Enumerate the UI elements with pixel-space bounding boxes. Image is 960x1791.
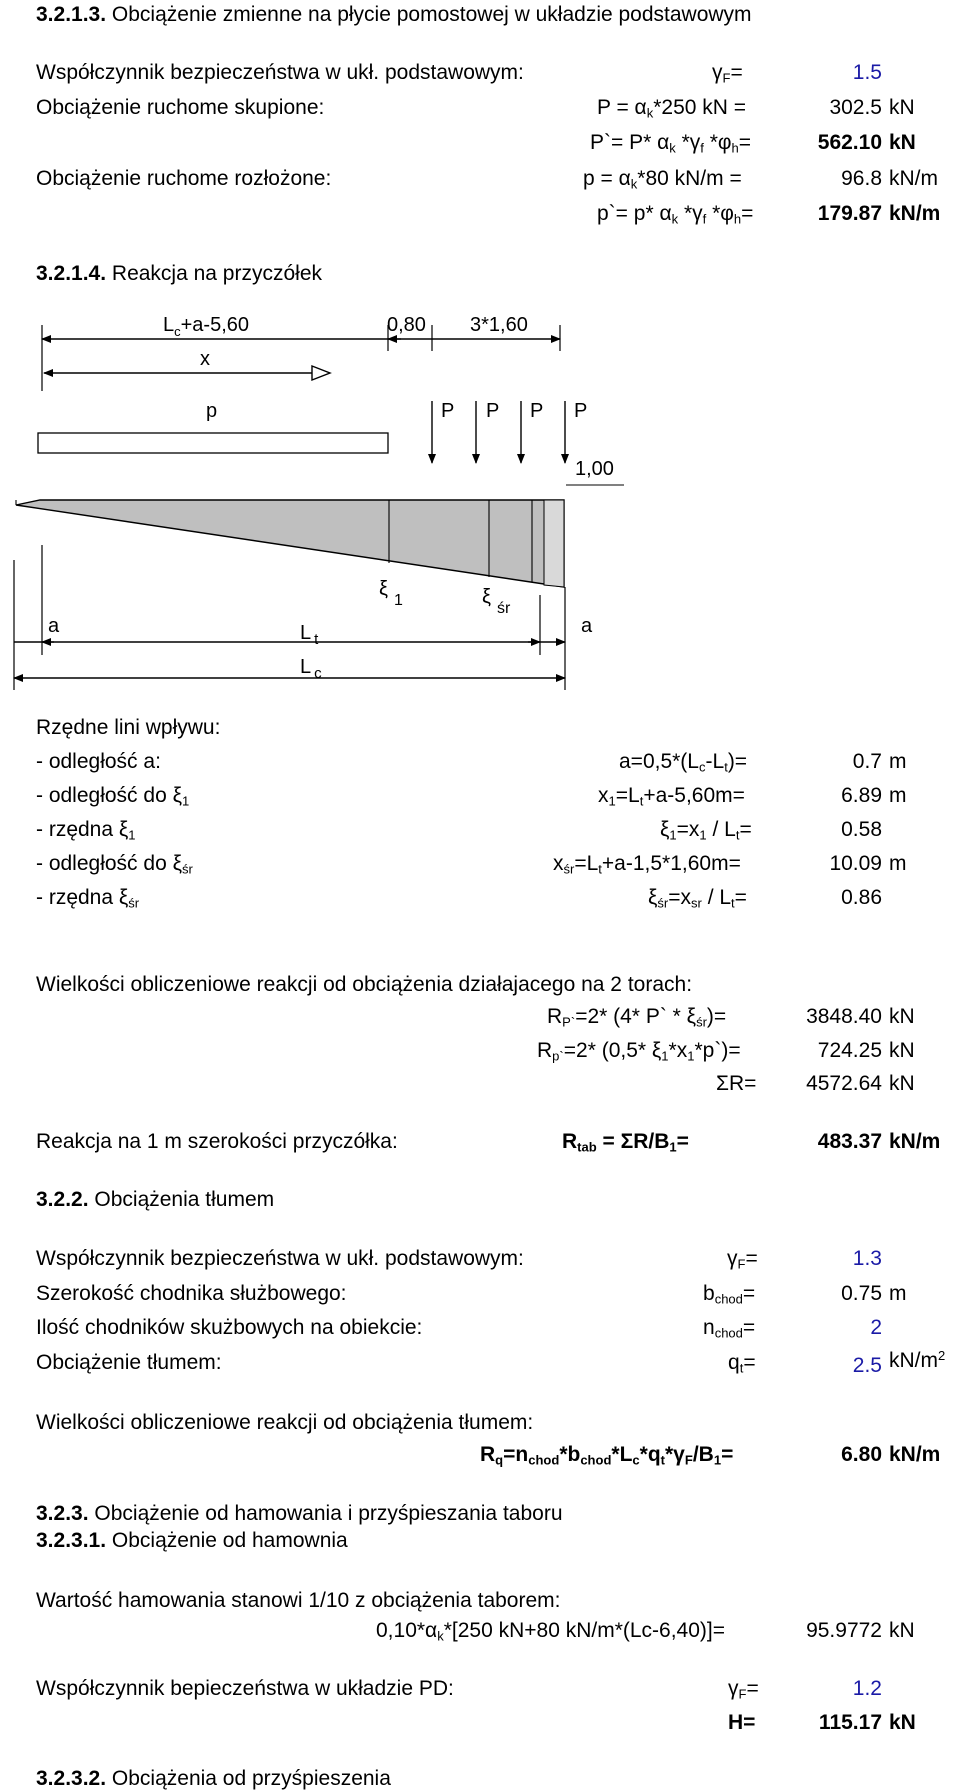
label-P-2: P bbox=[486, 400, 500, 422]
crowd-load-label: Obciążenie tłumem: bbox=[36, 1351, 222, 1374]
ordinate-row-5-value: 0.86 bbox=[841, 886, 882, 909]
ordinate-row-2-value: 6.89 bbox=[841, 784, 882, 807]
distributed-load-value-1: 96.8 bbox=[841, 167, 882, 190]
dim-label-a-right: a bbox=[581, 615, 593, 637]
walkway-count-formula: $n_{chod}=$ bbox=[703, 1316, 756, 1341]
walkway-count-label: Ilość chodników skużbowych na obiekcie: bbox=[36, 1316, 423, 1339]
pd-safety-formula: $\gamma_F=$ bbox=[728, 1677, 759, 1702]
dim-label-3x160: 3*1,60 bbox=[470, 314, 528, 336]
point-load-formula-2: P`= P* $\alpha_k$ $*\gamma_f$ $*\varphi_h=$ bbox=[590, 131, 752, 156]
point-load-value-2: 562.10 bbox=[817, 131, 882, 154]
dim-label-lc-a: $L_c+a-5,60$ bbox=[163, 314, 250, 339]
walkway-width-formula: $b_{chod}=$ bbox=[703, 1282, 756, 1307]
point-load-formula-1: $P = \alpha_k*250$ kN = bbox=[597, 96, 747, 121]
section-heading-3231: 3.2.3.1. Obciążenie od hamownia bbox=[36, 1529, 348, 1552]
dim-label-x: x bbox=[200, 348, 210, 370]
ordinate-row-1-unit: m bbox=[889, 750, 907, 773]
reaction-rp-formula: $R_{P`}=2*$ (4* P` * $\xi_{śr})=$ bbox=[547, 1005, 727, 1030]
braking-formula: $0,10*\alpha_k*[250$ kN+80 kN/m*(Lc-6,40)]= bbox=[376, 1619, 725, 1644]
crowd-reaction-heading: Wielkości obliczeniowe reakcji od obciążenia tłumem: bbox=[36, 1411, 534, 1434]
ordinate-row-1-formula: $a=0,5*(L_c-L_t)=$ bbox=[619, 750, 748, 775]
influence-line-area bbox=[16, 500, 564, 587]
walkway-width-unit: m bbox=[889, 1282, 907, 1305]
dim-label-080: 0,80 bbox=[387, 314, 426, 336]
reaction-rq-formula: $R_{p`}=2*$ (0,5* $\xi_1*x_1*p`)=$ bbox=[537, 1039, 741, 1064]
ordinate-row-1-label: - odległość a: bbox=[36, 750, 161, 773]
point-load-unit-1: kN bbox=[889, 96, 915, 119]
ordinate-row-2-formula: $x_1=L_t+a-5,60m=$ bbox=[598, 784, 745, 809]
crowd-safety-label: Współczynnik bezpieczeństwa w ukł. podstawowym: bbox=[36, 1247, 524, 1270]
braking-force-formula: H= bbox=[728, 1711, 756, 1734]
dim-label-a-left: a bbox=[48, 615, 60, 637]
crowd-safety-formula: $\gamma_F=$ bbox=[727, 1247, 758, 1272]
ordinate-row-4-unit: m bbox=[889, 852, 907, 875]
section-heading-3213: 3.2.1.3. Obciążenie zmienne na płycie pomostowej w układzie podstawowym bbox=[36, 3, 752, 26]
walkway-count-value: 2 bbox=[870, 1316, 882, 1339]
ordinate-row-4-label: - odległość do $\xi_{śr}$ bbox=[36, 852, 193, 877]
reaction-per-metre-label: Reakcja na 1 m szerokości przyczółka: bbox=[36, 1130, 398, 1153]
crowd-load-value: 2.5 bbox=[852, 1354, 882, 1377]
label-unit-ordinate: 1,00 bbox=[575, 458, 614, 480]
walkway-width-value: 0.75 bbox=[841, 1282, 882, 1305]
x-dimension-line bbox=[44, 366, 330, 380]
influence-line-diagram bbox=[0, 295, 960, 695]
section-heading-323: 3.2.3. Obciążenie od hamowania i przyśpieszania taboru bbox=[36, 1502, 563, 1525]
reaction-per-metre-value: 483.37 bbox=[817, 1130, 882, 1153]
reaction-rq-unit: kN bbox=[889, 1039, 915, 1062]
braking-force-unit: kN bbox=[889, 1711, 916, 1734]
pd-safety-label: Współczynnik bepieczeństwa w układzie PD: bbox=[36, 1677, 454, 1700]
ordinate-row-4-value: 10.09 bbox=[829, 852, 882, 875]
reaction-per-metre-unit: kN/m bbox=[889, 1130, 941, 1153]
distributed-load-unit-2: kN/m bbox=[889, 202, 941, 225]
reaction-rq-value: 724.25 bbox=[817, 1039, 882, 1062]
ordinate-row-1-value: 0.7 bbox=[852, 750, 882, 773]
crowd-load-formula: $q_t=$ bbox=[728, 1351, 756, 1376]
reaction-heading: Wielkości obliczeniowe reakcji od obciążenia działajacego na 2 torach: bbox=[36, 973, 693, 996]
dim-label-lt: L $_t$ bbox=[300, 622, 319, 648]
crowd-reaction-formula: $R_q=n_{chod}*b_{chod}*L_c*q_t*\gamma_F/B_1=$ bbox=[480, 1443, 734, 1468]
reaction-rp-value: 3848.40 bbox=[806, 1005, 882, 1028]
ordinate-row-5-label: - rzędna $\xi_{śr}$ bbox=[36, 886, 140, 911]
section-heading-322: 3.2.2. Obciążenia tłumem bbox=[36, 1188, 275, 1211]
braking-value: 95.9772 bbox=[806, 1619, 882, 1642]
ordinate-row-3-label: - rzędna $\xi_1$ bbox=[36, 818, 136, 843]
distributed-load-label: Obciążenie ruchome rozłożone: bbox=[36, 167, 332, 190]
braking-text: Wartość hamowania stanowi 1/10 z obciążenia taborem: bbox=[36, 1589, 561, 1612]
label-xi-1: $\xi_1$ bbox=[379, 578, 403, 609]
distributed-load-bar bbox=[38, 433, 388, 453]
label-p: p bbox=[206, 400, 218, 422]
crowd-reaction-unit: kN/m bbox=[889, 1443, 941, 1466]
distributed-load-formula-2: p`= p* $\alpha_k$ $*\gamma_f$ $*\varphi_h=$ bbox=[597, 202, 754, 227]
distributed-load-formula-1: $p = \alpha_k*80$ kN/m = bbox=[583, 167, 742, 192]
distributed-load-value-2: 179.87 bbox=[817, 202, 882, 225]
safety-factor-label: Współczynnik bezpieczeństwa w ukł. podstawowym: bbox=[36, 61, 524, 84]
section-heading-3232: 3.2.3.2. Obciążenia od przyśpieszenia bbox=[36, 1767, 391, 1790]
label-xi-sr: $\xi_{śr}$ bbox=[482, 586, 511, 617]
ordinate-row-5-formula: $\xi_{śr}=x_{sr} / L_t=$ bbox=[648, 886, 747, 911]
distributed-load-unit-1: kN/m bbox=[889, 167, 938, 190]
safety-factor-value: 1.5 bbox=[852, 61, 882, 84]
point-load-label: Obciążenie ruchome skupione: bbox=[36, 96, 325, 119]
dim-label-lc: L $_c$ bbox=[300, 656, 322, 682]
crowd-load-unit: $kN/m^2$ bbox=[889, 1347, 946, 1372]
reaction-sum-value: 4572.64 bbox=[806, 1072, 882, 1095]
crowd-reaction-value: 6.80 bbox=[841, 1443, 882, 1466]
pd-safety-value: 1.2 bbox=[852, 1677, 882, 1700]
ordinate-row-3-value: 0.58 bbox=[841, 818, 882, 841]
reaction-rp-unit: kN bbox=[889, 1005, 915, 1028]
point-load-value-1: 302.5 bbox=[829, 96, 882, 119]
label-P-4: P bbox=[574, 400, 588, 422]
crowd-safety-value: 1.3 bbox=[852, 1247, 882, 1270]
ordinate-row-3-formula: $\xi_1=x_1 / L_t=$ bbox=[660, 818, 752, 843]
point-load-unit-2: kN bbox=[889, 131, 916, 154]
label-P-3: P bbox=[530, 400, 544, 422]
ordinates-heading: Rzędne lini wpływu: bbox=[36, 716, 221, 739]
braking-force-value: 115.17 bbox=[818, 1711, 882, 1734]
reaction-sum-unit: kN bbox=[889, 1072, 915, 1095]
section-heading-3214: 3.2.1.4. Reakcja na przyczółek bbox=[36, 262, 322, 285]
walkway-width-label: Szerokość chodnika służbowego: bbox=[36, 1282, 347, 1305]
ordinate-row-2-label: - odległość do $\xi_1$ bbox=[36, 784, 190, 809]
reaction-per-metre-formula: $R_{tab} = \Sigma R/B_1=$ bbox=[562, 1130, 689, 1155]
reaction-sum-formula: ΣR= bbox=[716, 1072, 757, 1095]
braking-unit: kN bbox=[889, 1619, 915, 1642]
label-P-1: P bbox=[441, 400, 455, 422]
ordinate-row-4-formula: $x_{śr}=L_t+a-1,5*1,60m=$ bbox=[553, 852, 741, 877]
safety-factor-formula: $\gamma_F=$ bbox=[712, 61, 743, 86]
ordinate-row-2-unit: m bbox=[889, 784, 907, 807]
